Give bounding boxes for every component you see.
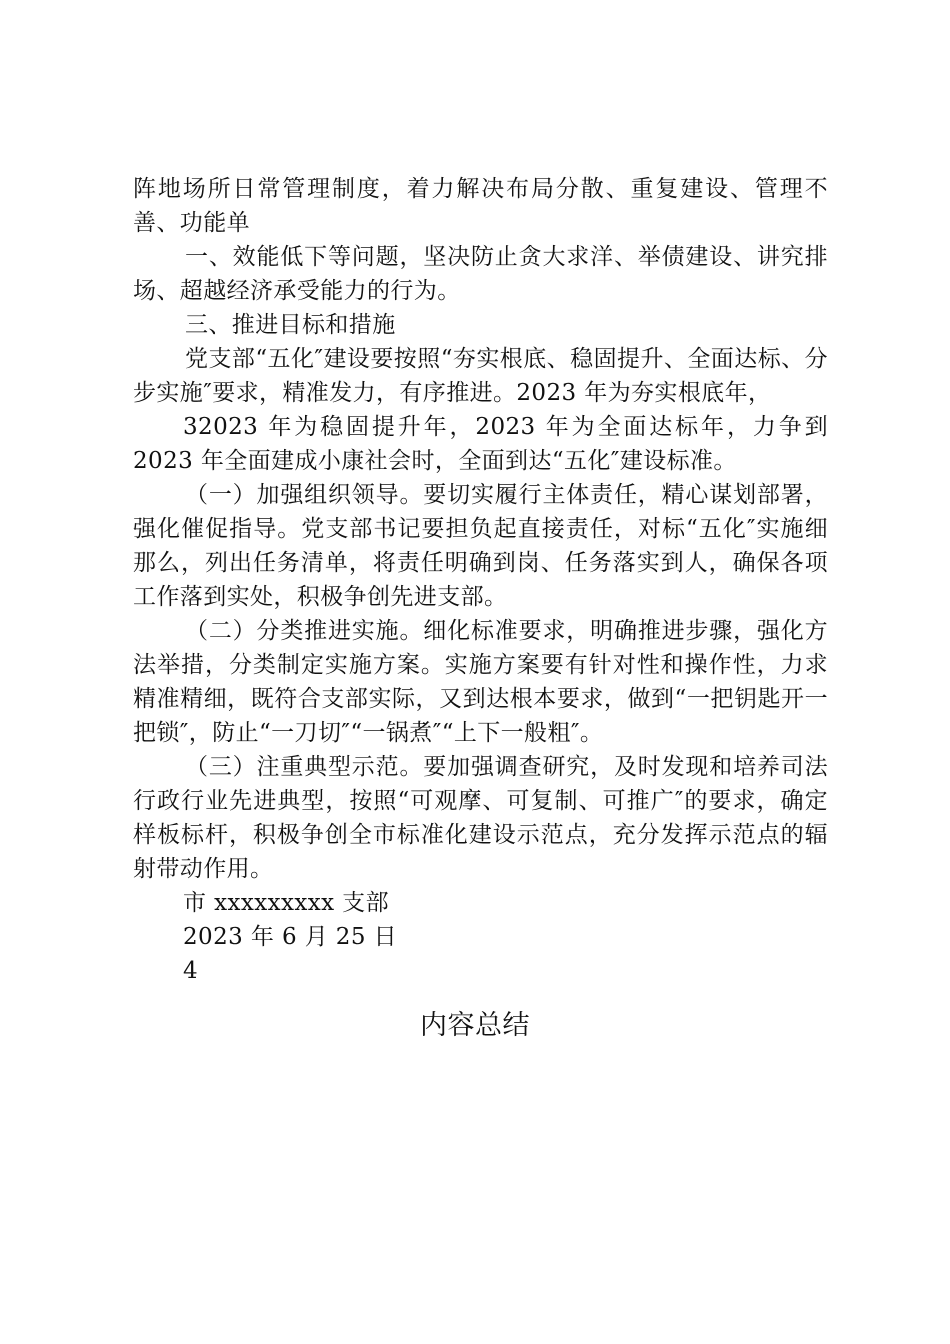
summary-title: 内容总结 <box>420 1010 530 1041</box>
document-body <box>133 172 828 988</box>
paragraph-management-system: 阵地场所日常管理制度，着力解决布局分散、重复建设、管理不善、功能单 <box>133 176 828 236</box>
page-number: 4 <box>183 958 199 984</box>
paragraph-typical-demonstration: （三）注重典型示范。要加强调查研究，及时发现和培养司法行政行业先进典型，按照“可观摩、可复制、可推广″的要求，确定样板标杆，积极争创全市标准化建设示范点，充分发挥示范点的辐射带动作用。 <box>133 754 828 882</box>
paragraph-yearly-plan: 32023 年为稳固提升年，2023 年为全面达标年，力争到 2023 年全面建成小康社会时，全面到达“五化″建设标准。 <box>133 414 828 474</box>
paragraph-five-standards: 党支部“五化″建设要按照“夯实根底、稳固提升、全面达标、分步实施″要求，精准发力，有序推进。2023 年为夯实根底年， <box>133 346 828 406</box>
paragraph-category-implementation: （二）分类推进实施。细化标准要求，明确推进步骤，强化方法举措，分类制定实施方案。实施方案要有针对性和操作性，力求精准精细，既符合支部实际，又到达根本要求，做到“一把钥匙开一把锁″，防止“一刀切″“一锅煮″“上下一般粗″。 <box>133 618 828 746</box>
paragraph-organization-leadership: （一）加强组织领导。要切实履行主体责任，精心谋划部署，强化催促指导。党支部书记要担负起直接责任，对标“五化″实施细那么，列出任务清单，将责任明确到岗、任务落实到人，确保各项工作落到实处，积极争创先进支部。 <box>133 482 828 610</box>
signature-date: 2023 年 6 月 25 日 <box>183 924 397 950</box>
signature-branch: 市 xxxxxxxxx 支部 <box>183 890 389 916</box>
section-heading-goals-measures: 三、推进目标和措施 <box>185 312 396 338</box>
paragraph-efficiency-issues: 一、效能低下等问题，坚决防止贪大求洋、举债建设、讲究排场、超越经济承受能力的行为。 <box>133 244 828 304</box>
